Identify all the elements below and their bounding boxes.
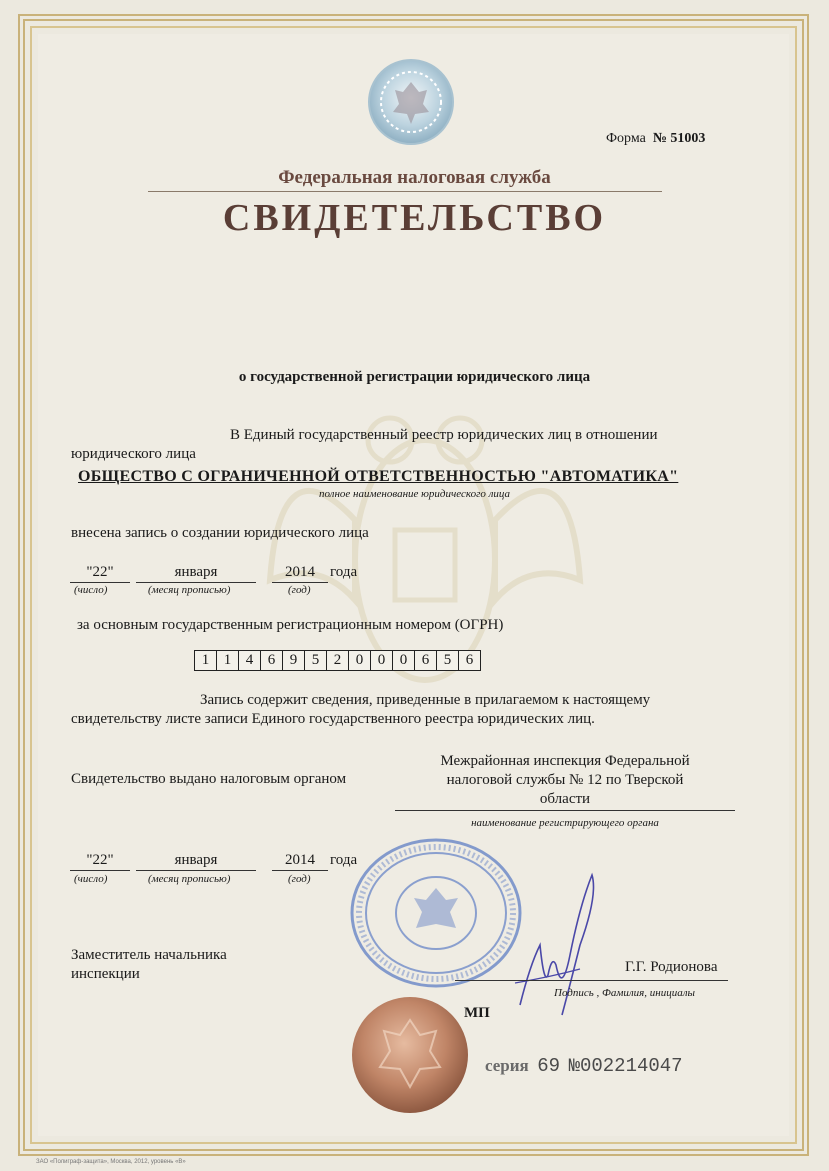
ogrn-digit: 9: [282, 650, 305, 671]
ogrn-digit: 6: [458, 650, 481, 671]
ogrn-label: за основным государственным регистрационным номером (ОГРН): [77, 617, 504, 633]
issued-label: Свидетельство выдано налоговым органом: [71, 771, 347, 787]
date2-day: "22": [86, 852, 114, 868]
date1-month: января: [174, 564, 218, 580]
page-title: СВИДЕТЕЛЬСТВО: [222, 197, 607, 239]
signature-icon: [510, 865, 605, 1025]
date1-day-caption: (число): [74, 584, 108, 596]
date2-month-caption: (месяц прописью): [148, 873, 231, 885]
signer-caption: Подпись , Фамилия, инициалы: [554, 987, 695, 999]
printer-footer: ЗАО «Полиграф-защита», Москва, 2012, уровень «В»: [36, 1159, 186, 1165]
position-line-1: Заместитель начальника: [71, 947, 227, 963]
ogrn-digit: 2: [326, 650, 349, 671]
subtitle: о государственной регистрации юридического лица: [238, 369, 591, 385]
date2-year-suffix: года: [330, 852, 358, 868]
ogrn-digit: 6: [414, 650, 437, 671]
ogrn-digit: 6: [260, 650, 283, 671]
divider: [148, 191, 662, 192]
ogrn-digit: 0: [348, 650, 371, 671]
ogrn-digit: 0: [370, 650, 393, 671]
official-stamp-icon: [350, 838, 522, 988]
entry-text: внесена запись о создании юридического лица: [71, 525, 369, 541]
ogrn-digit: 5: [436, 650, 459, 671]
authority-name: Федеральная налоговая служба: [278, 167, 551, 188]
record-line-2: свидетельству листе записи Единого государственного реестра юридических лиц.: [71, 711, 595, 727]
record-line-1: Запись содержит сведения, приведенные в прилагаемом к настоящему: [200, 692, 651, 708]
date2-month: января: [174, 852, 218, 868]
ogrn-digit: 5: [304, 650, 327, 671]
issuer-caption: наименование регистрирующего органа: [471, 817, 659, 829]
date1-year: 2014: [285, 564, 315, 580]
intro-line-2: юридического лица: [71, 446, 196, 462]
ogrn-digit: 1: [194, 650, 217, 671]
date1-year-caption: (год): [288, 584, 311, 596]
date2-year: 2014: [285, 852, 315, 868]
date1-year-suffix: года: [330, 564, 358, 580]
issuer-line-3: области: [539, 791, 591, 807]
form-number: Форма № 51003: [606, 131, 706, 146]
issuer-line-2: налоговой службы № 12 по Тверской: [446, 772, 684, 788]
date1-day: "22": [86, 564, 114, 580]
mp-label: МП: [464, 1005, 490, 1021]
position-line-2: инспекции: [71, 966, 140, 982]
company-caption: полное наименование юридического лица: [318, 488, 511, 500]
series-number: серия 69 №002214047: [485, 1055, 683, 1077]
date2-day-caption: (число): [74, 873, 108, 885]
date1-month-caption: (месяц прописью): [148, 584, 231, 596]
date2-year-caption: (год): [288, 873, 311, 885]
intro-line-1: В Единый государственный реестр юридических лиц в отношении: [230, 427, 658, 443]
company-name: ОБЩЕСТВО С ОГРАНИЧЕННОЙ ОТВЕТСТВЕННОСТЬЮ "АВТОМАТИКА": [78, 468, 679, 485]
issuer-line-1: Межрайонная инспекция Федеральной: [440, 753, 690, 769]
ogrn-digit: 0: [392, 650, 415, 671]
copper-seal-icon: [350, 995, 470, 1115]
signer-name: Г.Г. Родионова: [625, 959, 718, 975]
hologram-emblem-icon: [367, 58, 455, 146]
ogrn-digit: 4: [238, 650, 261, 671]
ogrn-boxes: [194, 650, 480, 671]
ogrn-digit: 1: [216, 650, 239, 671]
